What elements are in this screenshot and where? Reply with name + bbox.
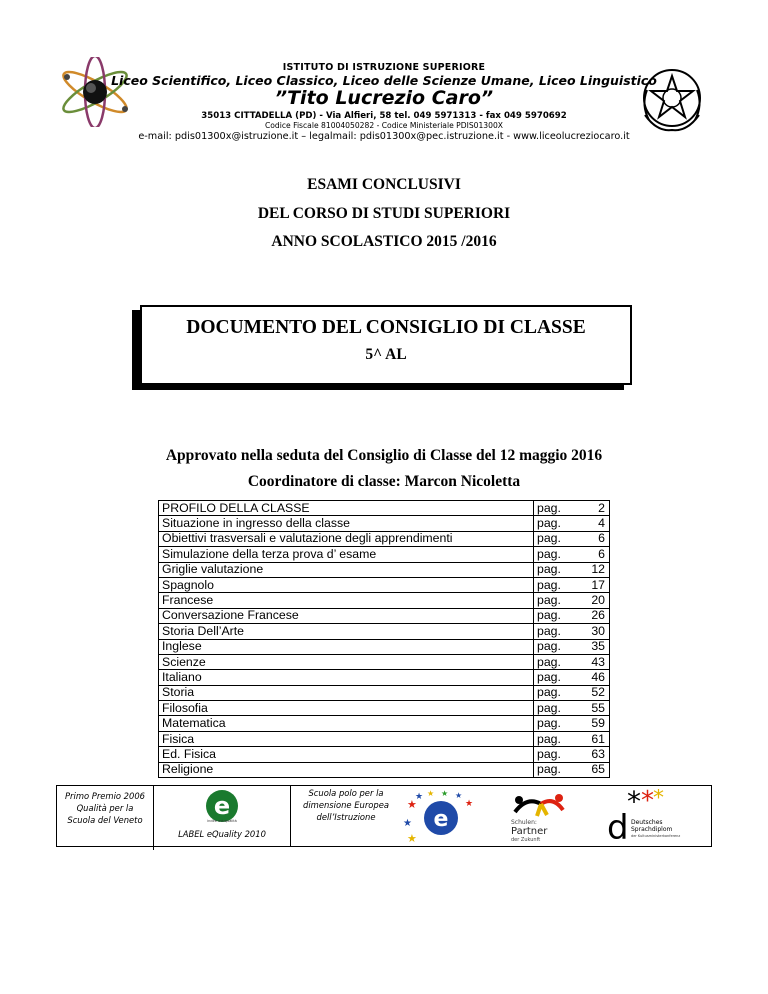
svg-text:★: ★ [407, 833, 417, 844]
toc-entry-label: Storia [159, 685, 534, 700]
fiscal-codes: Codice Fiscale 81004050282 - Codice Ministeriale PDIS01300X [264, 121, 503, 130]
approval-line: Approvato nella seduta del Consiglio di Classe del 12 maggio 2016 [165, 447, 603, 464]
school-name: ”Tito Lucrezio Caro” [274, 87, 494, 109]
toc-entry-label: Italiano [159, 670, 534, 685]
toc-row [159, 670, 610, 685]
toc-row [159, 608, 610, 623]
toc-pag-label: pag. [534, 731, 571, 746]
document-title: DOCUMENTO DEL CONSIGLIO DI CLASSE [186, 317, 586, 338]
toc-pag-label: pag. [534, 608, 571, 623]
toc-page-number: 35 [570, 639, 610, 654]
toc-entry-label: Filosofia [159, 701, 534, 716]
toc-pag-label: pag. [534, 547, 571, 562]
toc-pag-label: pag. [534, 701, 571, 716]
equality-label-text: LABEL eQuality 2010 [178, 829, 266, 839]
svg-text:Deutsches: Deutsches [631, 819, 663, 826]
toc-pag-label: pag. [534, 639, 571, 654]
svg-text:der Kultusministerkonferenz: der Kultusministerkonferenz [631, 834, 681, 838]
toc-row [159, 731, 610, 746]
svg-text:★: ★ [407, 799, 417, 811]
coordinator-line: Coordinatore di classe: Marcon Nicoletta [247, 473, 521, 490]
toc-page-number: 63 [570, 747, 610, 762]
toc-pag-label: pag. [534, 716, 571, 731]
title-line-2: DEL CORSO DI STUDI SUPERIORI [257, 205, 511, 222]
toc-page-number: 4 [570, 516, 610, 531]
title-line-3: ANNO SCOLASTICO 2015 /2016 [271, 233, 497, 250]
toc-page-number: 30 [570, 624, 610, 639]
toc-row [159, 716, 610, 731]
toc-pag-label: pag. [534, 624, 571, 639]
toc-page-number: 55 [570, 701, 610, 716]
toc-page-number: 46 [570, 670, 610, 685]
svg-text:★: ★ [441, 790, 449, 798]
svg-text:Sprachdiplom: Sprachdiplom [631, 826, 673, 833]
toc-row [159, 547, 610, 562]
toc-entry-label: Fisica [159, 731, 534, 746]
deutsches-sprachdiplom-logo-icon [605, 789, 705, 845]
svg-text:d: d [607, 808, 629, 845]
toc-row [159, 701, 610, 716]
licei-list: Liceo Scientifico, Liceo Classico, Liceo delle Scienze Umane, Liceo Linguistico [111, 73, 657, 88]
toc-pag-label: pag. [534, 762, 571, 777]
toc-entry-label: Scienze [159, 654, 534, 669]
toc-entry-label: Matematica [159, 716, 534, 731]
toc-row [159, 516, 610, 531]
toc-entry-label: Ed. Fisica [159, 747, 534, 762]
document-class: 5^ AL [365, 346, 407, 363]
svg-text:Partner: Partner [511, 826, 548, 837]
toc-page-number: 61 [570, 731, 610, 746]
document-title-box [140, 305, 632, 385]
toc-entry-label: Storia Dell’Arte [159, 624, 534, 639]
toc-pag-label: pag. [534, 685, 571, 700]
toc-pag-label: pag. [534, 501, 571, 516]
toc-row [159, 747, 610, 762]
institute-heading: ISTITUTO DI ISTRUZIONE SUPERIORE [282, 62, 486, 73]
equality-label-cell [154, 786, 291, 846]
toc-row [159, 501, 610, 516]
svg-text:*: * [641, 789, 654, 816]
toc-entry-label: Griglie valutazione [159, 562, 534, 577]
toc-pag-label: pag. [534, 654, 571, 669]
toc-pag-label: pag. [534, 670, 571, 685]
svg-text:★: ★ [415, 791, 424, 801]
svg-text:e: e [213, 792, 231, 820]
toc-row [159, 762, 610, 777]
svg-text:*: * [627, 789, 641, 818]
toc-page-number: 59 [570, 716, 610, 731]
contacts-line: e-mail: pdis01300x@istruzione.it – legalmail: pdis01300x@pec.istruzione.it - www.liceolucreziocaro.it [138, 131, 630, 142]
toc-row [159, 531, 610, 546]
footer-awards [56, 785, 712, 847]
toc-row [159, 593, 610, 608]
toc-page-number: 52 [570, 685, 610, 700]
toc-entry-label: Inglese [159, 639, 534, 654]
europe-stars-logo-icon [401, 790, 481, 844]
toc-page-number: 26 [570, 608, 610, 623]
toc-entry-label: PROFILO DELLA CLASSE [159, 501, 534, 516]
svg-text:der Zukunft: der Zukunft [511, 837, 541, 843]
svg-text:★: ★ [403, 818, 412, 829]
svg-text:*: * [653, 789, 664, 811]
toc-page-number: 2 [570, 501, 610, 516]
toc-row [159, 577, 610, 592]
toc-row [159, 654, 610, 669]
toc-row [159, 624, 610, 639]
toc-row [159, 685, 610, 700]
svg-text:e: e [433, 807, 449, 832]
toc-entry-label: Situazione in ingresso della classe [159, 516, 534, 531]
svg-text:Schulen:: Schulen: [511, 819, 537, 826]
europe-text: Scuola polo per la dimensione Europea dell’Istruzione [303, 788, 389, 822]
toc-pag-label: pag. [534, 747, 571, 762]
toc-page-number: 6 [570, 547, 610, 562]
toc-page-number: 65 [570, 762, 610, 777]
toc-pag-label: pag. [534, 593, 571, 608]
toc-pag-label: pag. [534, 516, 571, 531]
award-text: Primo Premio 2006 Qualità per la Scuola del Veneto [57, 786, 154, 850]
toc-entry-label: Simulazione della terza prova d’ esame [159, 547, 534, 562]
toc-entry-label: Spagnolo [159, 577, 534, 592]
toc-page-number: 43 [570, 654, 610, 669]
svg-text:★: ★ [465, 798, 474, 808]
svg-text:★: ★ [455, 791, 463, 800]
school-address: 35013 CITTADELLA (PD) - Via Alfieri, 58 tel. 049 5971313 - fax 049 5970692 [201, 111, 567, 121]
schulen-partner-logo-icon [497, 790, 585, 844]
toc-row [159, 639, 610, 654]
toc-page-number: 20 [570, 593, 610, 608]
table-of-contents [158, 500, 610, 778]
toc-entry-label: Obiettivi trasversali e valutazione degli apprendimenti [159, 531, 534, 546]
toc-page-number: 12 [570, 562, 610, 577]
toc-entry-label: Conversazione Francese [159, 608, 534, 623]
toc-entry-label: Francese [159, 593, 534, 608]
title-line-1: ESAMI CONCLUSIVI [307, 176, 461, 193]
svg-text:★: ★ [427, 790, 435, 798]
toc-pag-label: pag. [534, 531, 571, 546]
toc-entry-label: Religione [159, 762, 534, 777]
toc-pag-label: pag. [534, 577, 571, 592]
equality-small-text: indire eduqualità [207, 819, 237, 823]
toc-row [159, 562, 610, 577]
toc-pag-label: pag. [534, 562, 571, 577]
toc-page-number: 6 [570, 531, 610, 546]
toc-page-number: 17 [570, 577, 610, 592]
